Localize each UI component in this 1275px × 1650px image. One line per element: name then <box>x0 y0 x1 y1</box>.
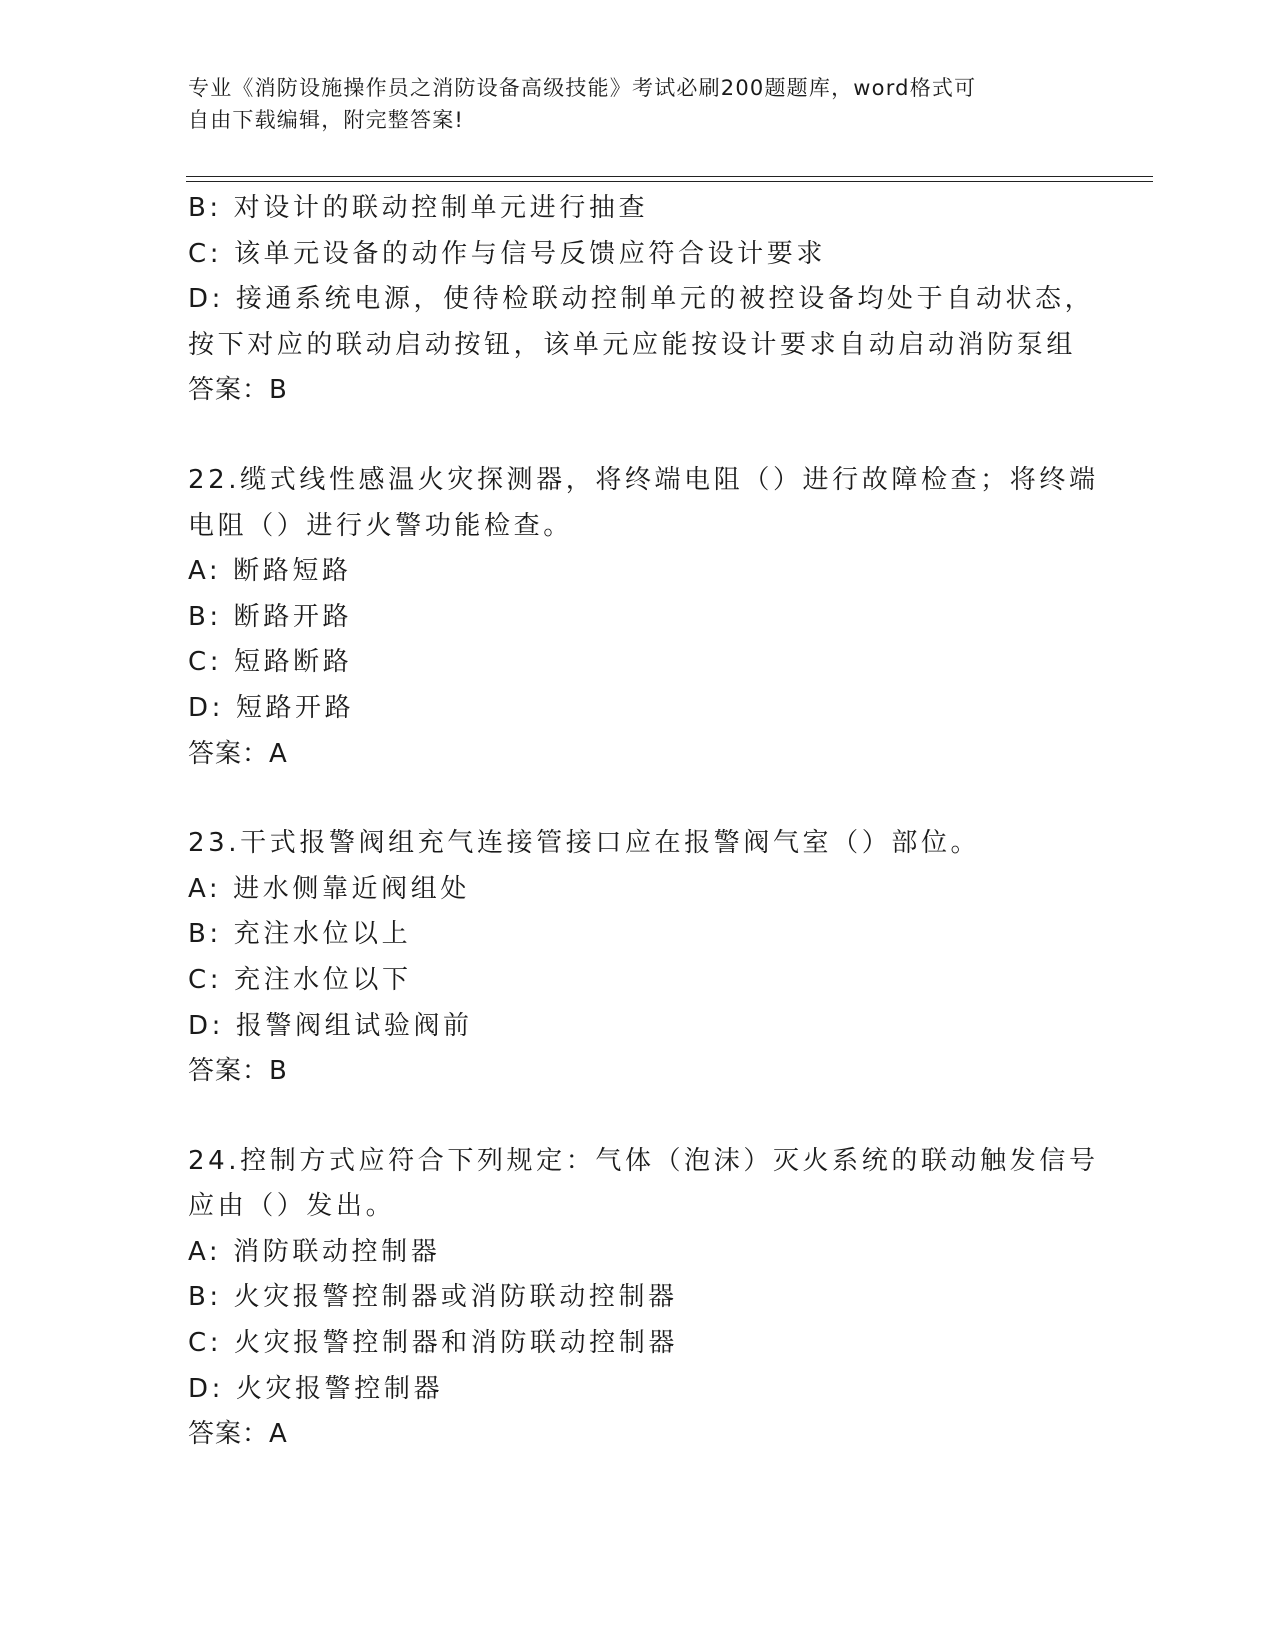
answer-line: 答案：B <box>188 1056 288 1087</box>
question-24 <box>188 1139 1099 1458</box>
option-d-continued: 按下对应的联动启动按钮，该单元应能按设计要求自动启动消防泵组 <box>188 329 1077 360</box>
option-a: A: 断路短路 <box>188 556 352 587</box>
question-stem-continued: 应由（）发出。 <box>188 1191 396 1222</box>
option-d: D: 报警阀组试验阀前 <box>188 1010 473 1041</box>
continued-question <box>188 186 1095 414</box>
question-gap <box>188 1095 1088 1139</box>
option-b: B: 断路开路 <box>188 601 353 632</box>
option-b: B: 对设计的联动控制单元进行抽查 <box>188 193 649 223</box>
question-stem-continued: 电阻（）进行火警功能检查。 <box>188 510 573 541</box>
question-stem: 22.缆式线性感温火灾探测器，将终端电阻（）进行故障检查；将终端 <box>188 464 1099 495</box>
question-22 <box>188 458 1099 777</box>
option-d: D: 接通系统电源，使待检联动控制单元的被控设备均处于自动状态， <box>188 284 1095 315</box>
option-d: D: 短路开路 <box>188 692 355 723</box>
option-c: C: 充注水位以下 <box>188 964 412 995</box>
question-gap <box>188 777 1088 821</box>
question-content <box>188 186 1099 1458</box>
option-b: B: 充注水位以上 <box>188 919 412 950</box>
question-23 <box>188 821 1088 1095</box>
answer-line: 答案：B <box>188 375 288 406</box>
option-b: B: 火灾报警控制器或消防联动控制器 <box>188 1282 678 1313</box>
header-divider-top <box>186 176 1153 177</box>
option-a: A: 消防联动控制器 <box>188 1236 441 1267</box>
option-c: C: 短路断路 <box>188 647 353 678</box>
question-stem: 24.控制方式应符合下列规定：气体（泡沫）灭火系统的联动触发信号 <box>188 1145 1099 1176</box>
answer-line: 答案：A <box>188 738 288 769</box>
option-d: D: 火灾报警控制器 <box>188 1373 444 1404</box>
question-stem: 23.干式报警阀组充气连接管接口应在报警阀气室（）部位。 <box>188 828 981 859</box>
header-title-line-2: 自由下载编辑，附完整答案! <box>188 108 465 132</box>
option-a: A: 进水侧靠近阀组处 <box>188 873 470 904</box>
option-c: C: 该单元设备的动作与信号反馈应符合设计要求 <box>188 238 826 269</box>
option-c: C: 火灾报警控制器和消防联动控制器 <box>188 1328 678 1359</box>
header-title-line-1: 专业《消防设施操作员之消防设备高级技能》考试必刷200题题库，word格式可 <box>188 76 977 100</box>
document-header <box>188 72 1068 136</box>
header-divider-bottom <box>186 181 1153 182</box>
answer-line: 答案：A <box>188 1419 288 1450</box>
question-gap <box>188 414 1088 458</box>
